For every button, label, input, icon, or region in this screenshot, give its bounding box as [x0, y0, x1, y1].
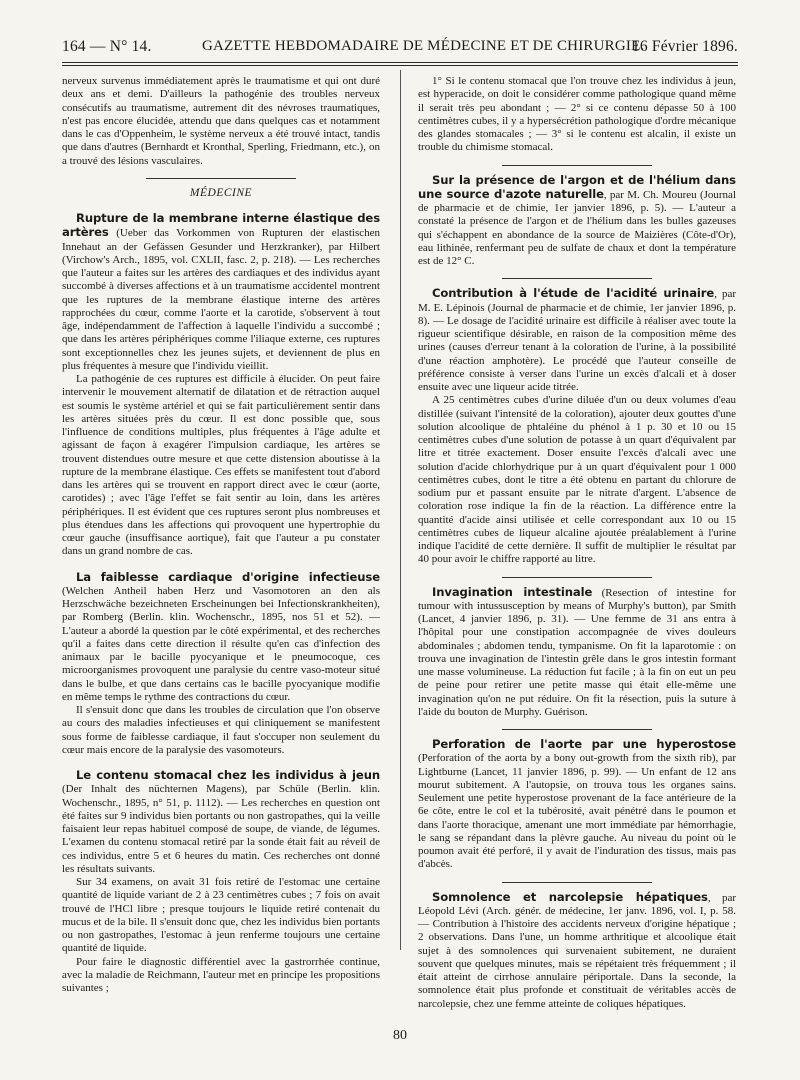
- section-title: MÉDECINE: [189, 186, 253, 199]
- article-paragraph: A 25 centimètres cubes d'urine diluée d'un ou deux volumes d'eau distillée (suivant l'intensité de la coloration), ajouter deux gouttes d'une solution alcoolique de phtaléine du phénol à 1 p. 30 et 10 ou 15 centimètres cubes d'une solution de potasse à un quart d'équivalent par litre et titrée exactement. Doser ensuite l'excès d'alcali avec une solution d'acide chlorhydrique pur à un quart d'équivalent pour 1 000 centimètres cubes, dont le titre a été obtenu en partant du chlorure de sodium pur et passant ensuite par le nitrate d'argent. L'absence de coloration rose indique la fin de la réaction. La différence entre la quantité d'acide ainsi utilisée et celle correspondant aux 10 ou 15 centimètres cubes de liqueur alcaline ajoutée préalablement à l'urine indique l'acidité de cette dernière. Il suffit de multiplier le résultat par 40 pour avoir le chiffre rapporté au litre.: [418, 394, 736, 566]
- article-title: Sur la présence de l'argon et de l'hélium dans une source d'azote naturelle: [418, 172, 736, 201]
- right-column: [418, 75, 736, 1035]
- article-separator: [502, 577, 652, 578]
- section-separator: [146, 178, 296, 179]
- article-body: , par M. E. Lépinois (Journal de pharmacie et de chimie, 1er janvier 1896, p. 8). — Le dosage de l'acidité urinaire est difficile à réaliser avec toute la rigueur scientifique désirable, en raison de la composition même des urines (causes d'erreur tenant à la coloration de l'urine, à la possibilité d'une réaction amphotère). Le procédé que l'auteur conseille de préférence consiste à verser dans l'urine un excès d'alcali et à doser ensuite avec une liqueur acide titrée.: [418, 288, 736, 393]
- article-title: Contribution à l'étude de l'acidité urinaire: [432, 286, 715, 301]
- page-issue-number: 164 — N° 14.: [62, 38, 152, 55]
- issue-date: 16 Février 1896.: [631, 38, 738, 55]
- article-body: , par M. Ch. Moureu (Journal de pharmacie et de chimie, 1er janvier 1896, p. 5). — L'auteur a constaté la présence de l'argon et de l'hélium dans les bulles gazeuses qui s'échappent en abondance de la source de Maizières (Côte-d'Or), eau lithinée, renfermant peu de sulfate de chaux et dont la température est de 12° C.: [418, 188, 736, 267]
- article-separator: [502, 278, 652, 279]
- article-title: La faiblesse cardiaque d'origine infectieuse: [76, 569, 380, 584]
- header-rule-double: [62, 65, 738, 66]
- article-body: , par Léopold Lévi (Arch. génér. de médecine, 1er janv. 1896, vol. I, p. 58. — Contribution à l'histoire des accidents nerveux d'origine hépatique ; 2 observations. Dans l'une, un homme arthritique et alcoolique était sujet à des somnolences qui survenaient subitement, ne duraient souvent que quelques minutes, mais se répétaient très fréquemment ; il était atteint de cirrhose annulaire périportale. Dans la seconde, la somnolence était plus profonde et constituait de véritables accès de narcolepsie, chez une femme atteinte de coliques hépatiques.: [418, 891, 736, 1010]
- article-paragraph: Pour faire le diagnostic différentiel avec la gastrorrhée continue, avec la maladie de Reichmann, l'auteur met en principe les propositions suivantes ;: [62, 955, 380, 994]
- left-column: [62, 75, 380, 1035]
- continued-text: 1° Si le contenu stomacal que l'on trouve chez les individus à jeun, est hyperacide, on doit le considérer comme pathologique quand même il serait très peu abondant ; — 2° si ce contenu dépasse 50 à 100 centimètres cubes, il y a hypersécrétion pathologique d'ordre mécanique des glandes stomacales ; — 3° si le contenu est alcalin, il existe un trouble du chimisme stomacal.: [418, 75, 736, 154]
- article-body: (Ueber das Vorkommen von Rupturen der elastischen Innehaut an der Gefässen Gesunder und Herzkranker), par Hilbert (Virchow's Arch., 1895, vol. CXLII, fasc. 2, p. 218). — Les recherches que l'auteur a faites sur les artères des cardiaques et des individus ayant succombé à diverses affections et à un traumatisme accidentel montrent que les ruptures de la membrane élastique interne des artères rapprochées du cœur, comme l'aorte et la carotide, s'observent à tout âge, indépendamment de l'affection à laquelle l'individu a succombé ; que dans les artères périphériques comme l'iliaque externe, ces ruptures sont exceptionnelles chez les jeunes sujets, et deviennent de plus en plus fréquentes à mesure que l'individu vieillit.: [62, 227, 380, 372]
- article-rupture-membrane: [62, 212, 380, 559]
- article-separator: [502, 165, 652, 166]
- article-perforation-aorte: [418, 738, 736, 872]
- article-title: Le contenu stomacal chez les individus à jeun: [76, 768, 380, 782]
- article-separator: [502, 729, 652, 730]
- article-title: Invagination intestinale: [432, 584, 593, 599]
- article-body: (Welchen Antheil haben Herz und Vasomotoren an den als Herzschwäche bezeichneten Erscheinungen bei Infectionskrankheiten), par Romberg (Berlin. klin. Wochenschr., 1895, nos 51 et 52). — L'auteur a abordé la question par le côté expérimental, et des recherches qu'il a faites dans cette direction il résulte qu'en cas d'infection des animaux par le bacille pyocyanique et le pneumocoque, ces microorganismes provoquent une paralysie du centre vaso-moteur situé dans le bulbe, et que dans certains cas le bacille pyocyanique modifie en même temps le rythme des contractions du cœur.: [62, 584, 380, 703]
- article-body: (Perforation of the aorta by a bony out-growth from the sixth rib), par Lightburne (Lancet, 11 janvier 1896, p. 99). — Un enfant de 12 ans mourut subitement. A l'autopsie, on trouva tous les organes sains. Seulement une petite hyperostose provenant de la face antérieure de la 6e côte, entre le col et la tubérosité, avait pénétré dans le poumon et dans l'aorte thoracique, amenant une mort immédiate par hémorrhagie, le sang se répandant dans la plèvre gauche. Au niveau du point où le poumon avait été perforé, il y avait de l'induration des tissus, mais pas d'abcès.: [418, 752, 736, 871]
- article-separator: [502, 882, 652, 883]
- article-title: Perforation de l'aorte par une hyperostose: [432, 737, 736, 751]
- continued-text: nerveux survenus immédiatement après le traumatisme et qui ont duré deux ans et demi. D'ailleurs la pathogénie des troubles nerveux consécutifs au traumatisme, autrement dit des névroses traumatiques, n'est pas encore élucidée, attendu que dans quelques cas et notamment dans le cas d'Oppenheim, le système nerveux a été trouvé intact, tandis que dans d'autres (Bernhardt et Kronthal, Sperling, Friedmann, etc.), on a trouvé des lésions vasculaires.: [62, 75, 380, 167]
- article-invagination: [418, 586, 736, 720]
- column-divider: [400, 70, 401, 950]
- running-header: [62, 38, 738, 60]
- journal-title: GAZETTE HEBDOMADAIRE DE MÉDECINE ET DE CHIRURGIE.: [202, 38, 645, 54]
- article-faiblesse-cardiaque: [62, 571, 380, 758]
- article-paragraph: Il s'ensuit donc que dans les troubles de circulation que l'on observe au cours des maladies infectieuses et qui cliniquement se manifestent sous forme de faiblesse cardiaque, il faut s'occuper non seulement du cœur mais encore de la paralysie des vasomoteurs.: [62, 704, 380, 756]
- article-acidite-urinaire: [418, 287, 736, 566]
- header-rule: [62, 62, 738, 63]
- article-paragraph: La pathogénie de ces ruptures est difficile à élucider. On peut faire intervenir le mouvement alternatif de dilatation et de rétraction auquel est soumis le système artériel et qui se fait particulièrement sentir dans les artères situées près du cœur. Il est donc possible que, sous l'influence de conditions multiples, plus fréquentes à l'âge adulte et agissant de façon à exagérer l'impulsion cardiaque, les artères se trouvent distendues outre mesure et que cette distension aboutisse à la rupture de la membrane élastique. Ces effets se manifestent tout d'abord dans les artères qui se trouvent en rapport direct avec le cœur (aorte, carotides) ; avec l'âge l'effet se fait sentir au loin, dans les artères périphériques. Il est évident que ces ruptures seront plus nombreuses et plus étendues dans les affections qui provoquent une hypertrophie du cœur gauche (insuffisance aortique), fait que l'auteur a pu constater dans un grand nombre de cas.: [62, 373, 380, 558]
- page-folio: 80: [393, 1028, 407, 1043]
- article-somnolence: [418, 891, 736, 1011]
- article-paragraph: Sur 34 examens, on avait 31 fois retiré de l'estomac une certaine quantité de liquide variant de 2 à 23 centimètres cubes ; 7 fois on avait trouvé de l'HCl libre ; presque toujours le liquide retiré contenait du mucus et de la bile. Il s'ensuit donc que, chez les individus bien portants ou non gastropathes, l'estomac à jeun renferme toujours une certaine quantité de liquide.: [62, 876, 380, 955]
- article-contenu-stomacal: [62, 769, 380, 995]
- article-title: Somnolence et narcolepsie hépatiques: [432, 889, 708, 904]
- article-body: (Der Inhalt des nüchternen Magens), par Schüle (Berlin. klin. Wochenschr., 1895, n° 51, p. 1112). — Les recherches en question ont été faites sur 9 individus bien portants ou non gastropathes, qui la veille faisaient leur repas habituel composé de soupe, de viande, de légumes. L'examen du contenu stomacal retiré par la sonde était fait au réveil de ces individus, entre 5 et 6 heures du matin. Ces recherches ont donné les résultats suivants.: [62, 783, 380, 875]
- article-title: Rupture de la membrane interne élastique des artères: [62, 211, 380, 240]
- article-argon-helium: [418, 174, 736, 269]
- article-body: (Resection of intestine for tumour with intussusception by means of Murphy's button), par Smith (Lancet, 4 janvier 1896, p. 31). — Une femme de 31 ans entra à l'hôpital pour une constipation accompagnée de vives douleurs abdominales ; abdomen tendu, tympanisme. On fit la laparotomie : on trouva une invagination de l'intestin grêle dans le gros intestin formant une masse volumineuse. La réduction fut facile ; à la fin on eut un peu de peine pour retirer une petite masse qui était elle-même une invagination qu'on ne put réduire. On fit la résection, puis la suture à l'aide du bouton de Murphy. Guérison.: [418, 586, 736, 718]
